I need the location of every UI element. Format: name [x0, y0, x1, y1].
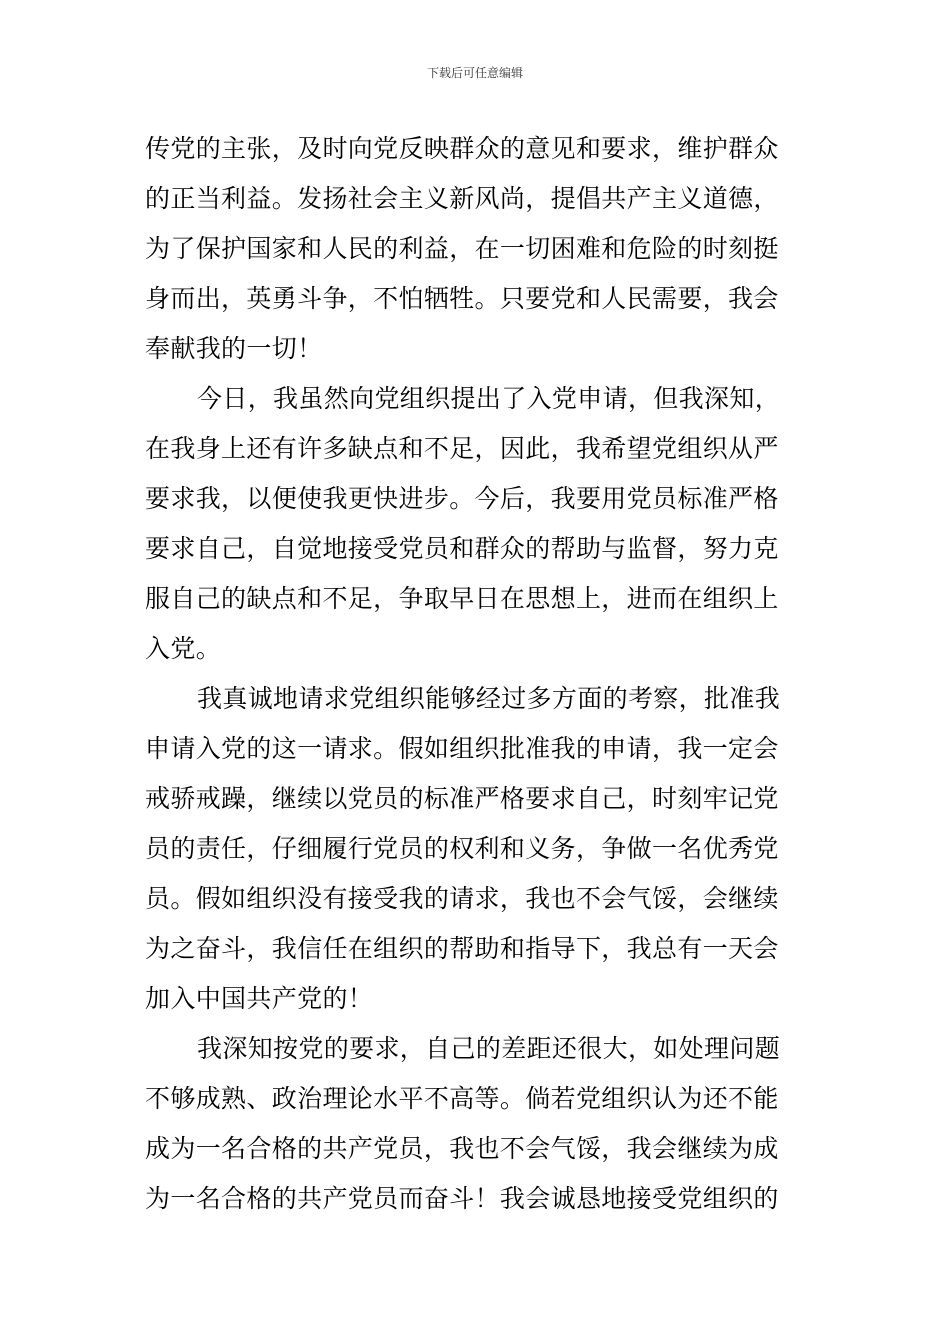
header-note: 下载后可任意编辑 — [426, 66, 523, 80]
text-line: 服自己的缺点和不足，争取早日在思想上，进而在组织上 — [145, 584, 779, 613]
text-line: 为了保护国家和人民的利益，在一切困难和危险的时刻挺 — [145, 234, 779, 263]
text-line: 戒骄戒躁，继续以党员的标准严格要求自己，时刻牢记党 — [145, 784, 779, 813]
body-text — [145, 124, 810, 1224]
text-line: 员的责任，仔细履行党员的权利和义务，争做一名优秀党 — [145, 834, 779, 863]
text-line: 要求我，以便使我更快进步。今后，我要用党员标准严格 — [145, 484, 779, 513]
paragraph-first-line: 我深知按党的要求，自己的差距还很大，如处理问题 — [197, 1034, 781, 1063]
paragraph-first-line: 我真诚地请求党组织能够经过多方面的考察，批准我 — [197, 684, 781, 713]
text-line: 奉献我的一切！ — [145, 334, 323, 363]
text-line: 入党。 — [145, 634, 222, 663]
text-line: 为一名合格的共产党员而奋斗！我会诚恳地接受党组织的 — [145, 1184, 779, 1213]
text-line: 加入中国共产党的！ — [145, 984, 374, 1013]
text-line: 为之奋斗，我信任在组织的帮助和指导下，我总有一天会 — [145, 934, 779, 963]
text-line: 申请入党的这一请求。假如组织批准我的申请，我一定会 — [145, 734, 779, 763]
text-line: 身而出，英勇斗争，不怕牺牲。只要党和人民需要，我会 — [145, 284, 779, 313]
text-line: 的正当利益。发扬社会主义新风尚，提倡共产主义道德， — [145, 184, 779, 213]
text-line: 传党的主张，及时向党反映群众的意见和要求，维护群众 — [145, 134, 779, 163]
text-line: 成为一名合格的共产党员，我也不会气馁，我会继续为成 — [145, 1134, 779, 1163]
text-line: 在我身上还有许多缺点和不足，因此，我希望党组织从严 — [145, 434, 779, 463]
paragraph-first-line: 今日，我虽然向党组织提出了入党申请，但我深知， — [197, 384, 781, 413]
text-line: 员。假如组织没有接受我的请求，我也不会气馁，会继续 — [145, 884, 779, 913]
text-line: 不够成熟、政治理论水平不高等。倘若党组织认为还不能 — [145, 1084, 779, 1113]
text-line: 要求自己，自觉地接受党员和群众的帮助与监督，努力克 — [145, 534, 779, 563]
